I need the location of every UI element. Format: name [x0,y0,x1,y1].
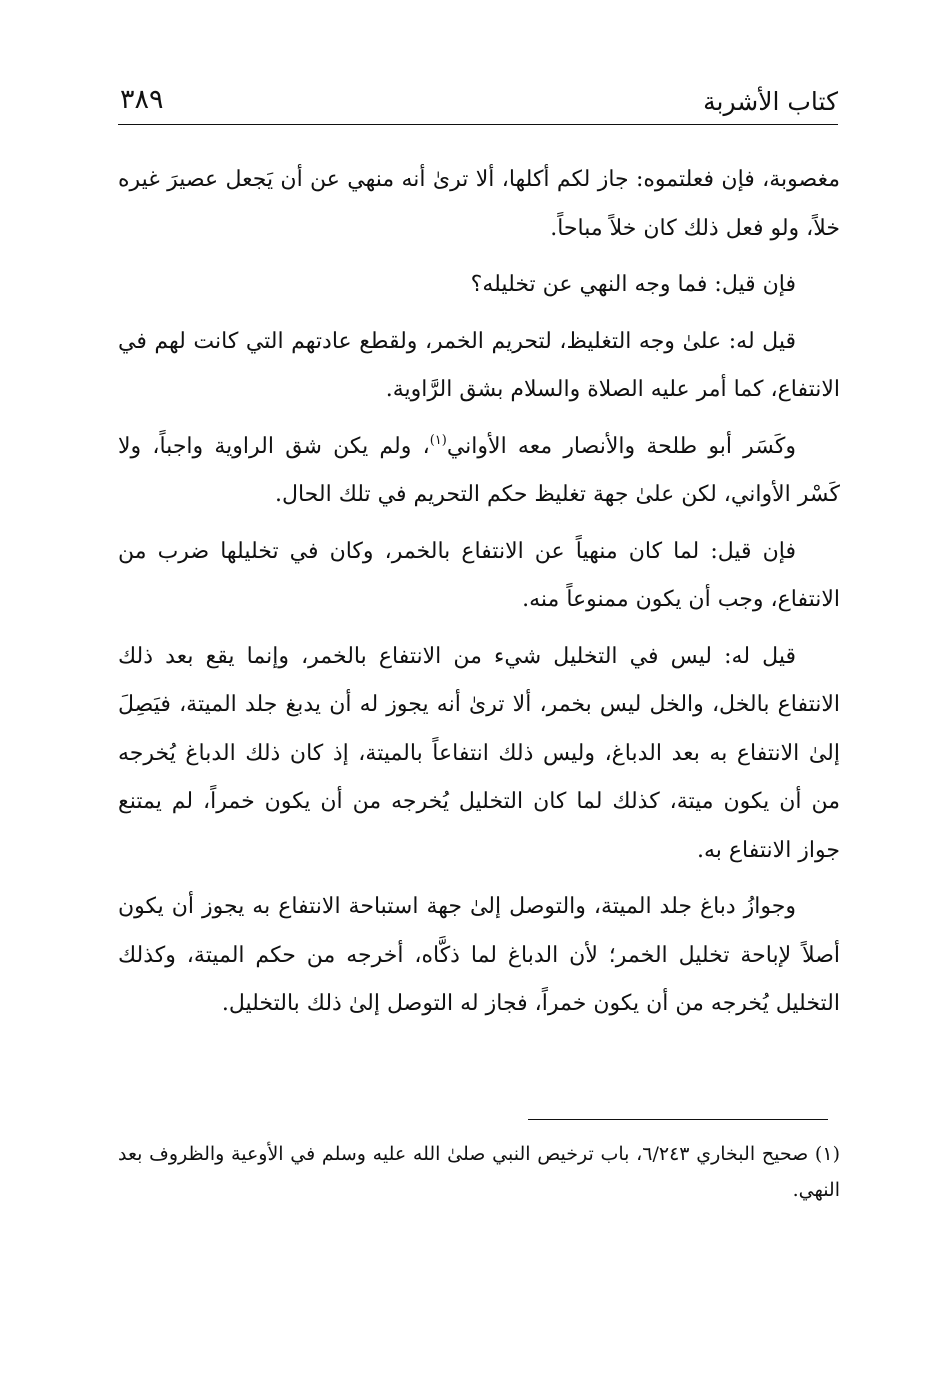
paragraph: وجوازُ دباغ جلد الميتة، والتوصل إلىٰ جهة استباحة الانتفاع به يجوز أن يكون أصلاً لإباحة تخليل الخمر؛ لأن الدباغ لما ذكَّاه، أخرجه من حكم الميتة، وكذلك التخليل يُخرجه من أن يكون خمراً، فجاز له التوصل إلىٰ ذلك بالتخليل. [118,894,840,1016]
paragraph: فإن قيل: لما كان منهياً عن الانتفاع بالخمر، وكان في تخليلها ضرب من الانتفاع، وجب أن يكون ممنوعاً منه. [118,538,840,612]
paragraph: مغصوبة، فإن فعلتموه: جاز لكم أكلها، ألا ترىٰ أنه منهي عن أن يَجعل عصيرَ غيره خلاً، ولو فعل ذلك كان خلاً مباحاً. [118,167,840,241]
header-title: كتاب الأشربة [703,87,838,116]
paragraph-text: وكَسَر أبو طلحة والأنصار معه الأواني [446,433,797,459]
footnote-reference: (١) [429,432,447,448]
footnote-separator [528,1119,828,1120]
paragraph [118,423,840,520]
header-rule [118,124,838,125]
page-number: ٣٨٩ [120,84,164,115]
running-header [118,80,838,124]
paragraph-text: ، ولم يكن شق الراوية واجباً، ولا كَسْر الأواني، لكن علىٰ جهة تغليظ حكم التحريم في تلك الحال. [118,433,840,507]
main-text [118,156,840,1037]
paragraph: فإن قيل: فما وجه النهي عن تخليله؟ [470,272,796,297]
footnote: (١) صحيح البخاري ٦/٢٤٣، باب ترخيص النبي صلىٰ الله عليه وسلم في الأوعية والظروف بعد النهي. [118,1143,840,1201]
footnotes [118,1136,840,1208]
paragraph: قيل له: علىٰ وجه التغليظ، لتحريم الخمر، ولقطع عادتهم التي كانت لهم في الانتفاع، كما أمر عليه الصلاة والسلام بشق الرَّاوية. [118,328,840,402]
paragraph: قيل له: ليس في التخليل شيء من الانتفاع بالخمر، وإنما يقع بعد ذلك الانتفاع بالخل، والخل ليس بخمر، ألا ترىٰ أنه يجوز له أن يدبغ جلد الميتة، فيَصِلَ إلىٰ الانتفاع به بعد الدباغ، وليس ذلك انتفاعاً بالميتة، إذ كان ذلك الدباغ يُخرجه من أن يكون ميتة، كذلك لما كان التخليل يُخرجه من أن يكون خمراً، لم يمتنع جواز الانتفاع به. [118,643,841,863]
